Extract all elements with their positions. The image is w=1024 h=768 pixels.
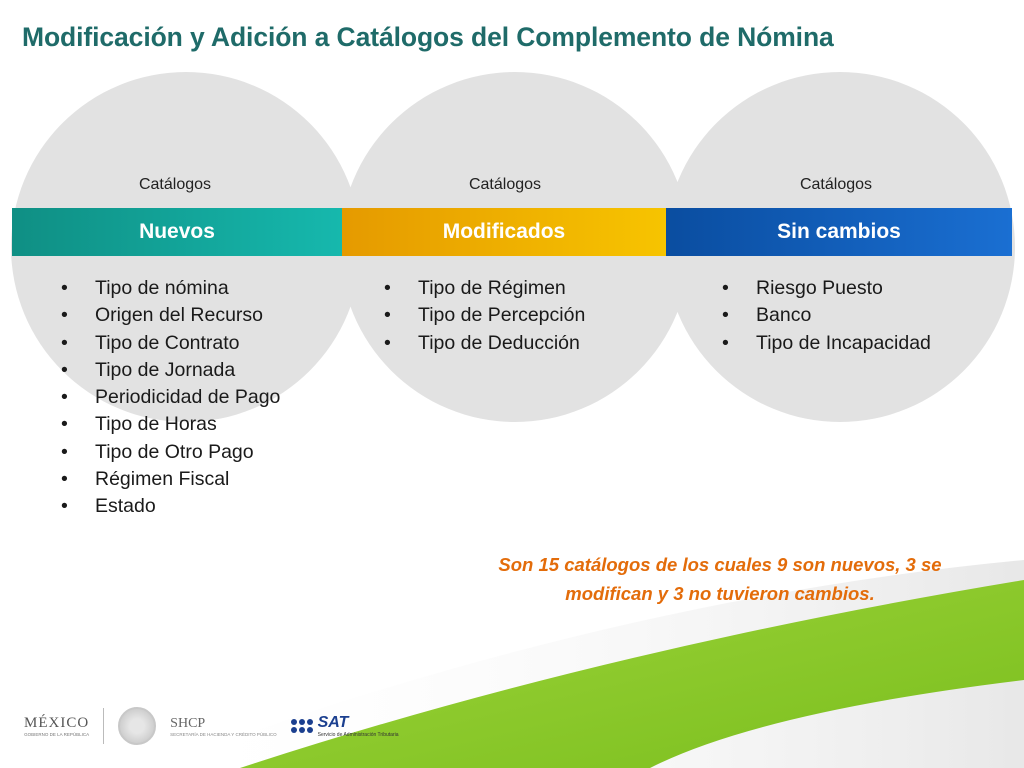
header-nuevos: Nuevos — [12, 208, 342, 256]
list-nuevos — [61, 275, 280, 521]
list-item: • Tipo de Percepción — [384, 302, 585, 329]
sat-logo-text: SAT — [317, 714, 349, 731]
sat-logo — [291, 714, 399, 738]
list-item: • Riesgo Puesto — [722, 275, 931, 302]
mexico-logo-text: MÉXICO — [24, 715, 90, 731]
list-modificados — [384, 275, 585, 357]
header-modificados: Modificados — [342, 208, 666, 256]
mexico-logo — [24, 715, 89, 737]
sat-logo-subtitle: Servicio de Administración Tributaria — [317, 732, 399, 738]
list-item: • Tipo de Jornada — [61, 357, 280, 384]
list-item: • Periodicidad de Pago — [61, 384, 280, 411]
header-sin-cambios: Sin cambios — [666, 208, 1012, 256]
page-title: Modificación y Adición a Catálogos del Complemento de Nómina — [22, 22, 834, 52]
category-label-modificados: Catálogos — [468, 176, 542, 193]
list-item: • Tipo de Incapacidad — [722, 330, 931, 357]
list-item: • Tipo de nómina — [61, 275, 280, 302]
list-sin-cambios — [722, 275, 931, 357]
sat-dots-icon — [291, 719, 313, 733]
shcp-logo-subtitle: SECRETARÍA DE HACIENDA Y CRÉDITO PÚBLICO — [170, 731, 277, 737]
list-item: • Estado — [61, 493, 280, 520]
national-seal-icon — [118, 707, 156, 745]
list-item: • Tipo de Otro Pago — [61, 439, 280, 466]
list-item: • Tipo de Deducción — [384, 330, 585, 357]
list-item: • Origen del Recurso — [61, 302, 280, 329]
logo-divider — [103, 708, 104, 744]
list-item: • Banco — [722, 302, 931, 329]
list-item: • Tipo de Horas — [61, 411, 280, 438]
footer-logos — [24, 706, 399, 746]
category-label-nuevos: Catálogos — [138, 176, 212, 193]
shcp-logo — [170, 716, 276, 737]
list-item: • Régimen Fiscal — [61, 466, 280, 493]
category-label-sin-cambios: Catálogos — [799, 176, 873, 193]
list-item: • Tipo de Contrato — [61, 330, 280, 357]
mexico-logo-subtitle: GOBIERNO DE LA REPÚBLICA — [24, 732, 90, 737]
shcp-logo-text: SHCP — [170, 715, 206, 731]
list-item: • Tipo de Régimen — [384, 275, 585, 302]
summary-text: Son 15 catálogos de los cuales 9 son nuevos, 3 se modifican y 3 no tuvieron cambios. — [498, 554, 942, 604]
